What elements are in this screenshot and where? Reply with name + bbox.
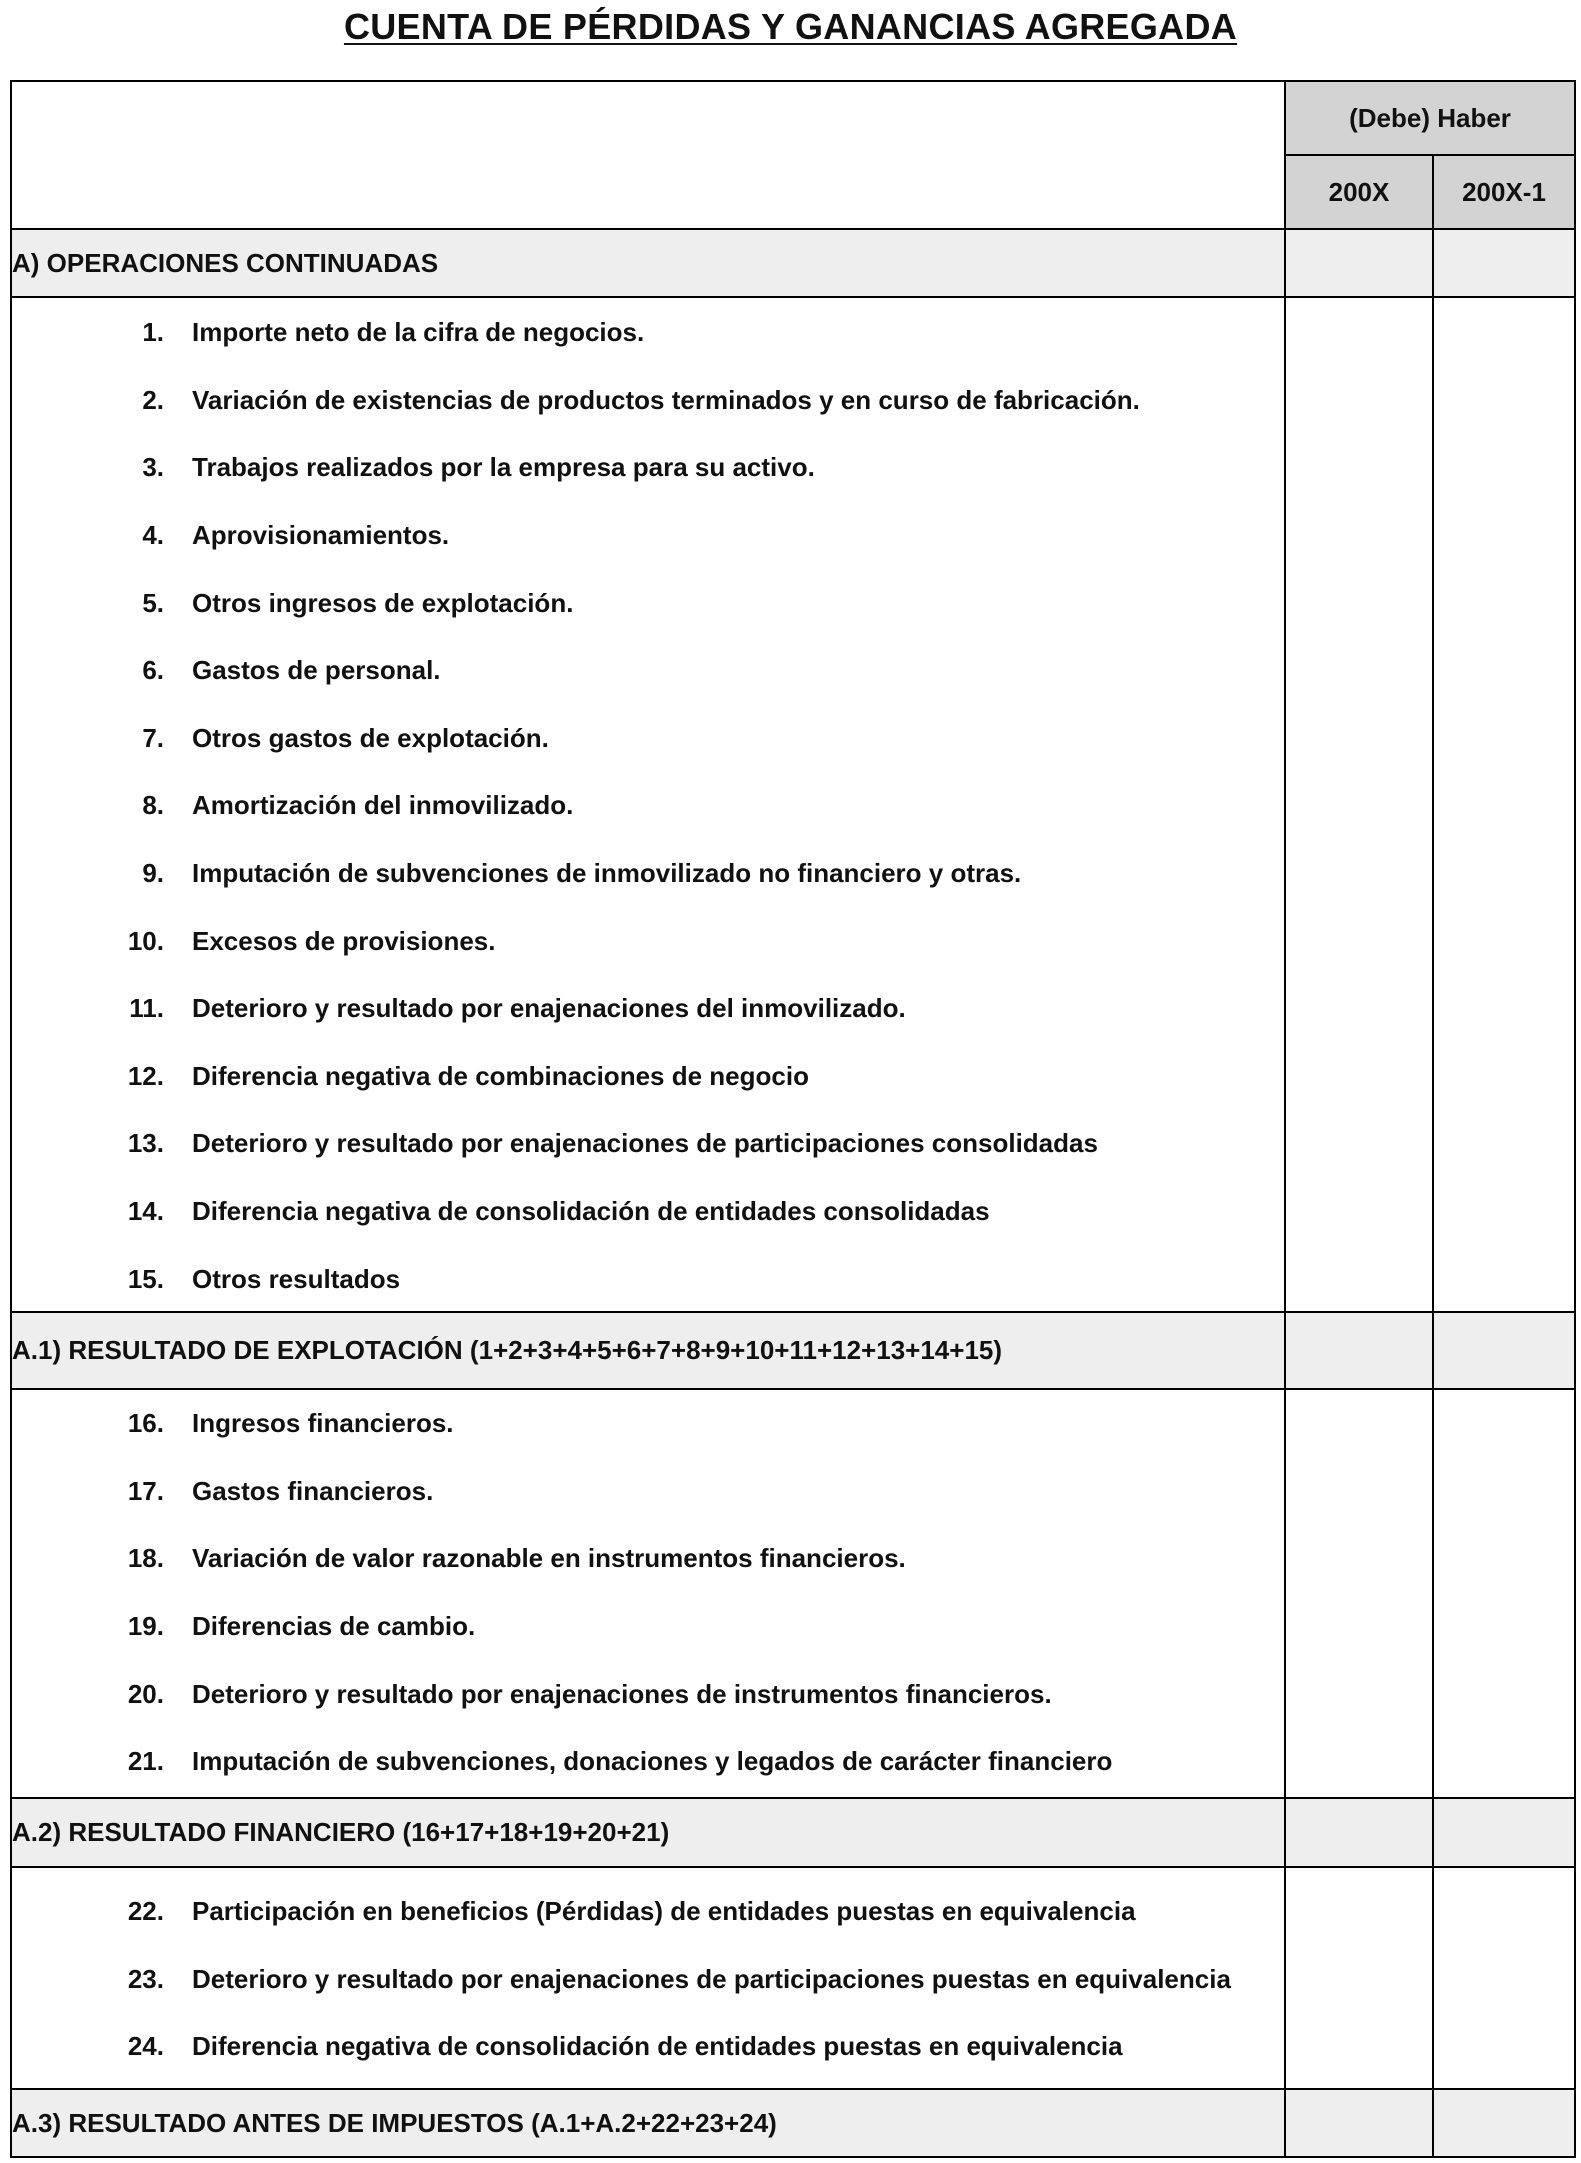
line-item-label: Amortización del inmovilizado. — [192, 790, 574, 821]
line-item-label: Diferencia negativa de combinaciones de negocio — [192, 1060, 809, 1091]
line-item — [12, 840, 1284, 908]
items-list — [12, 298, 1284, 1311]
line-item — [12, 1110, 1284, 1178]
year-previous-header: 200X-1 — [1433, 155, 1575, 229]
line-item — [12, 1458, 1284, 1526]
value-cell[interactable] — [1433, 229, 1575, 297]
value-cell[interactable] — [1433, 1798, 1575, 1867]
line-item-label: Participación en beneficios (Pérdidas) de entidades puestas en equivalencia — [192, 1896, 1136, 1927]
items-list — [12, 1868, 1284, 2088]
section-operaciones-continuadas: A) OPERACIONES CONTINUADAS — [11, 229, 1285, 297]
line-item-number: 6. — [142, 655, 164, 686]
line-item — [12, 637, 1284, 705]
line-item-label: Trabajos realizados por la empresa para su activo. — [192, 452, 815, 483]
line-item-label: Otros resultados — [192, 1263, 401, 1294]
line-item-number: 3. — [142, 452, 164, 483]
items-list — [12, 1390, 1284, 1797]
line-item-number: 19. — [127, 1611, 164, 1642]
line-item-number: 8. — [142, 790, 164, 821]
line-item — [12, 907, 1284, 975]
line-item-number: 12. — [127, 1060, 164, 1091]
line-item — [12, 1525, 1284, 1593]
line-item — [12, 502, 1284, 570]
line-item — [12, 569, 1284, 637]
items-block-equivalencia — [11, 1867, 1285, 2089]
line-item — [12, 299, 1284, 367]
value-cell[interactable] — [1285, 2089, 1433, 2157]
line-item-number: 5. — [142, 587, 164, 618]
line-item-number: 14. — [127, 1196, 164, 1227]
page-title: CUENTA DE PÉRDIDAS Y GANANCIAS AGREGADA — [343, 6, 1238, 47]
section-resultado-antes-impuestos: A.3) RESULTADO ANTES DE IMPUESTOS (A.1+A.2+22+23+24) — [11, 2089, 1285, 2157]
income-statement-table — [10, 80, 1576, 2158]
line-item-label: Imputación de subvenciones, donaciones y legados de carácter financiero — [192, 1746, 1113, 1777]
year-current-header: 200X — [1285, 155, 1433, 229]
value-cell[interactable] — [1285, 1389, 1433, 1798]
value-cell[interactable] — [1433, 2089, 1575, 2157]
line-item-number: 11. — [129, 993, 164, 1024]
line-item-label: Diferencia negativa de consolidación de entidades puestas en equivalencia — [192, 2031, 1123, 2062]
line-item-label: Deterioro y resultado por enajenaciones del inmovilizado. — [192, 993, 906, 1024]
value-cell[interactable] — [1285, 1867, 1433, 2089]
value-cell[interactable] — [1433, 1389, 1575, 1798]
line-item-number: 21. — [127, 1746, 164, 1777]
line-item-label: Gastos de personal. — [192, 655, 441, 686]
line-item-label: Importe neto de la cifra de negocios. — [192, 317, 645, 348]
debe-haber-header: (Debe) Haber — [1285, 81, 1575, 155]
line-item — [12, 772, 1284, 840]
line-item — [12, 1593, 1284, 1661]
line-item-number: 17. — [127, 1475, 164, 1506]
line-item — [12, 2013, 1284, 2081]
value-cell[interactable] — [1433, 297, 1575, 1312]
value-cell[interactable] — [1433, 1867, 1575, 2089]
line-item-label: Ingresos financieros. — [192, 1408, 454, 1439]
line-item-number: 1. — [142, 317, 164, 348]
line-item — [12, 1245, 1284, 1313]
line-item-label: Deterioro y resultado por enajenaciones de instrumentos financieros. — [192, 1678, 1052, 1709]
line-item-label: Imputación de subvenciones de inmovilizado no financiero y otras. — [192, 858, 1022, 889]
line-item-label: Otros ingresos de explotación. — [192, 587, 574, 618]
line-item — [12, 434, 1284, 502]
line-item — [12, 1728, 1284, 1796]
line-item-label: Variación de valor razonable en instrumentos financieros. — [192, 1543, 906, 1574]
value-cell[interactable] — [1285, 1312, 1433, 1389]
line-item — [12, 1660, 1284, 1728]
line-item — [12, 975, 1284, 1043]
line-item-number: 2. — [142, 384, 164, 415]
header-corner-cell — [11, 81, 1285, 229]
line-item-number: 18. — [127, 1543, 164, 1574]
line-item — [12, 1946, 1284, 2014]
line-item-number: 20. — [127, 1678, 164, 1709]
line-item-number: 15. — [127, 1263, 164, 1294]
line-item-label: Variación de existencias de productos terminados y en curso de fabricación. — [192, 384, 1140, 415]
value-cell[interactable] — [1285, 297, 1433, 1312]
value-cell[interactable] — [1285, 229, 1433, 297]
line-item — [12, 1878, 1284, 1946]
line-item-label: Deterioro y resultado por enajenaciones de participaciones puestas en equivalencia — [192, 1963, 1231, 1994]
line-item — [12, 705, 1284, 773]
section-resultado-financiero: A.2) RESULTADO FINANCIERO (16+17+18+19+20+21) — [11, 1798, 1285, 1867]
line-item-number: 9. — [142, 858, 164, 889]
line-item-number: 24. — [127, 2031, 164, 2062]
line-item-label: Diferencias de cambio. — [192, 1611, 476, 1642]
line-item-label: Otros gastos de explotación. — [192, 722, 549, 753]
line-item-number: 7. — [142, 722, 164, 753]
line-item-number: 23. — [127, 1963, 164, 1994]
line-item-number: 16. — [127, 1408, 164, 1439]
line-item-label: Excesos de provisiones. — [192, 925, 496, 956]
section-resultado-explotacion: A.1) RESULTADO DE EXPLOTACIÓN (1+2+3+4+5+6+7+8+9+10+11+12+13+14+15) — [11, 1312, 1285, 1389]
line-item — [12, 1178, 1284, 1246]
line-item — [12, 1043, 1284, 1111]
line-item-number: 13. — [127, 1128, 164, 1159]
items-block-financiero — [11, 1389, 1285, 1798]
line-item-label: Deterioro y resultado por enajenaciones de participaciones consolidadas — [192, 1128, 1098, 1159]
value-cell[interactable] — [1433, 1312, 1575, 1389]
value-cell[interactable] — [1285, 1798, 1433, 1867]
line-item — [12, 1390, 1284, 1458]
line-item-number: 22. — [127, 1896, 164, 1927]
line-item-label: Diferencia negativa de consolidación de entidades consolidadas — [192, 1196, 990, 1227]
line-item-number: 4. — [142, 520, 164, 551]
line-item-label: Aprovisionamientos. — [192, 520, 450, 551]
line-item — [12, 367, 1284, 435]
line-item-label: Gastos financieros. — [192, 1475, 434, 1506]
line-item-number: 10. — [127, 925, 164, 956]
items-block-explotacion — [11, 297, 1285, 1312]
